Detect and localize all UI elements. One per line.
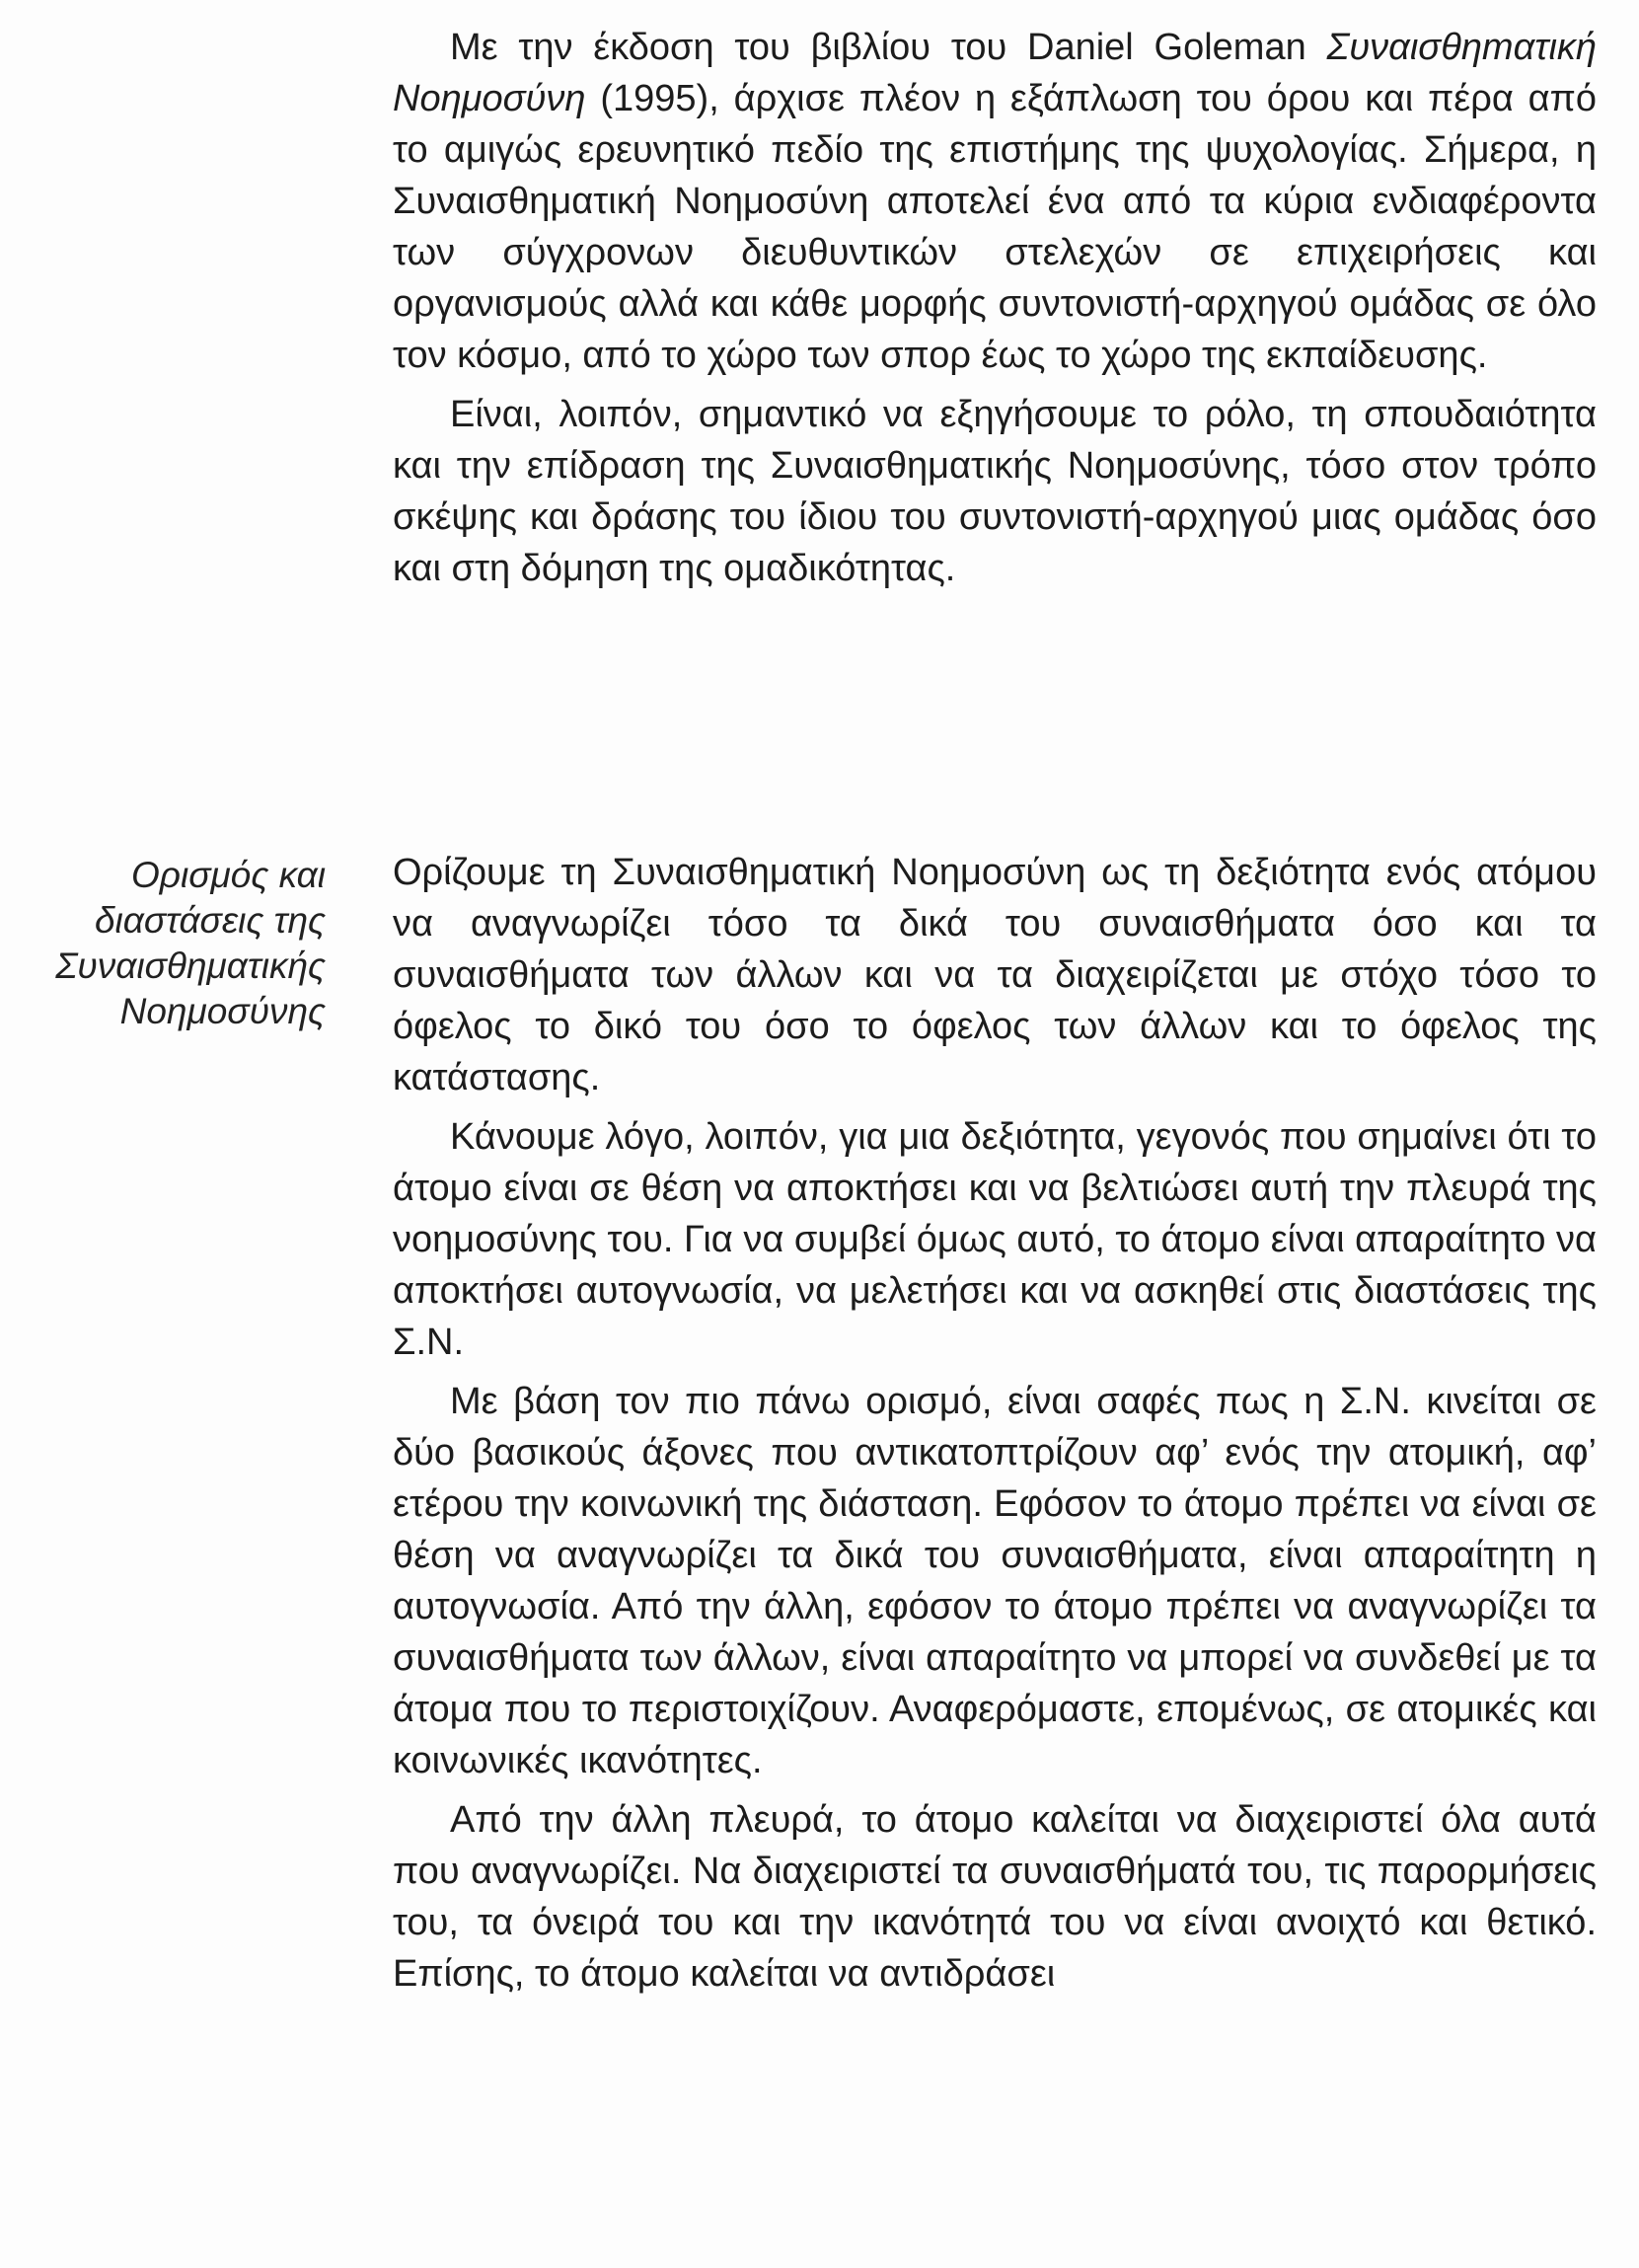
margin-heading-line-2: διαστάσεις της — [94, 900, 326, 941]
intro-paragraph-1 — [393, 22, 1597, 381]
book-title: Συναισθηmατική Νοημοσύνη — [393, 27, 1597, 119]
margin-heading-line-3: Συναισθηματικής — [55, 945, 326, 986]
margin-heading — [0, 853, 326, 1034]
intro-paragraph-1-rest: (1995), άρχισε πλέον η εξάπλωση του όρου και πέρα από το αμιγώς ερευνητικό πεδίο της επιστήμης της ψυχολογίας. Σήμερα, η Συναισθηματική Νοημοσύνη αποτελεί ένα από τα κύρια ενδιαφέροντα των σύγχρονων διευθυντικών στελεχών σε επιχειρήσεις και οργανισμούς αλλά και κάθε μορφής συντονιστή-αρχηγού ομάδας σε όλο τον κόσμο, από το χώρο των σπορ έως το χώρο της εκπαίδευσης. — [393, 78, 1597, 376]
definition-paragraph-2: Κάνουμε λόγο, λοιπόν, για μια δεξιότητα, γεγονός που σημαίνει ότι το άτομο είναι σε θέση να αποκτήσει και να βελτιώσει αυτή την πλευρά της νοημοσύνης του. Για να συμβεί όμως αυτό, το άτομο είναι απαραίτητο να αποκτήσει αυτογνωσία, να μελετήσει και να ασκηθεί στις διαστάσεις της Σ.Ν. — [393, 1116, 1597, 1363]
definition-paragraph-4: Από την άλλη πλευρά, το άτομο καλείται να διαχειριστεί όλα αυτά που αναγνωρίζει. Να διαχειριστεί τα συναισθήματά του, τις παρορμήσεις του, τα όνειρά του και την ικανότητά του να είναι ανοιχτό και θετικό. Επίσης, το άτομο καλείται να αντιδράσει — [393, 1799, 1597, 1995]
intro-paragraph-1-lead: Με την έκδοση του βιβλίου του Daniel Goleman — [450, 27, 1327, 68]
intro-paragraph-2: Είναι, λοιπόν, σημαντικό να εξηγήσουμε το ρόλο, τη σπουδαιότητα και την επίδραση της Συναισθηματικής Νοημοσύνης, τόσο στον τρόπο σκέψης και δράσης του ίδιου του συντονιστή-αρχηγού μιας ομάδας όσο και στη δόμηση της ομαδικότητας. — [393, 394, 1597, 589]
definition-paragraph-3: Με βάση τον πιο πάνω ορισμό, είναι σαφές πως η Σ.Ν. κινείται σε δύο βασικούς άξονες που αντικατοπτρίζουν αφ’ ενός την ατομική, αφ’ ετέρου την κοινωνική της διάσταση. Εφόσον το άτομο πρέπει να είναι σε θέση να αναγνωρίζει τα δικά του συναισθήματα, είναι απαραίτητη η αυτογνωσία. Από την άλλη, εφόσον το άτομο πρέπει να αναγνωρίζει τα συναισθήματα των άλλων, είναι απαραίτητο να μπορεί να συνδεθεί με τα άτομα που το περιστοιχίζουν. Αναφερόμαστε, επομένως, σε ατομικές και κοινωνικές ικανότητες. — [393, 1381, 1597, 1781]
definition-paragraph-1: Ορίζουμε τη Συναισθηματική Νοημοσύνη ως τη δεξιότητα ενός ατόμου να αναγνωρίζει τόσο τα δικά του συναισθήματα όσο και τα συναισθήματα των άλλων και να τα διαχειρίζεται με στόχο τόσο το όφελος το δικό του όσο το όφελος των άλλων και το όφελος της κατάστασης. — [393, 852, 1597, 1098]
intro-text-block — [393, 22, 1597, 594]
margin-heading-line-1: Ορισμός και — [131, 855, 326, 895]
definition-text-block — [393, 847, 1597, 2000]
margin-heading-line-4: Νοημοσύνης — [119, 991, 326, 1031]
